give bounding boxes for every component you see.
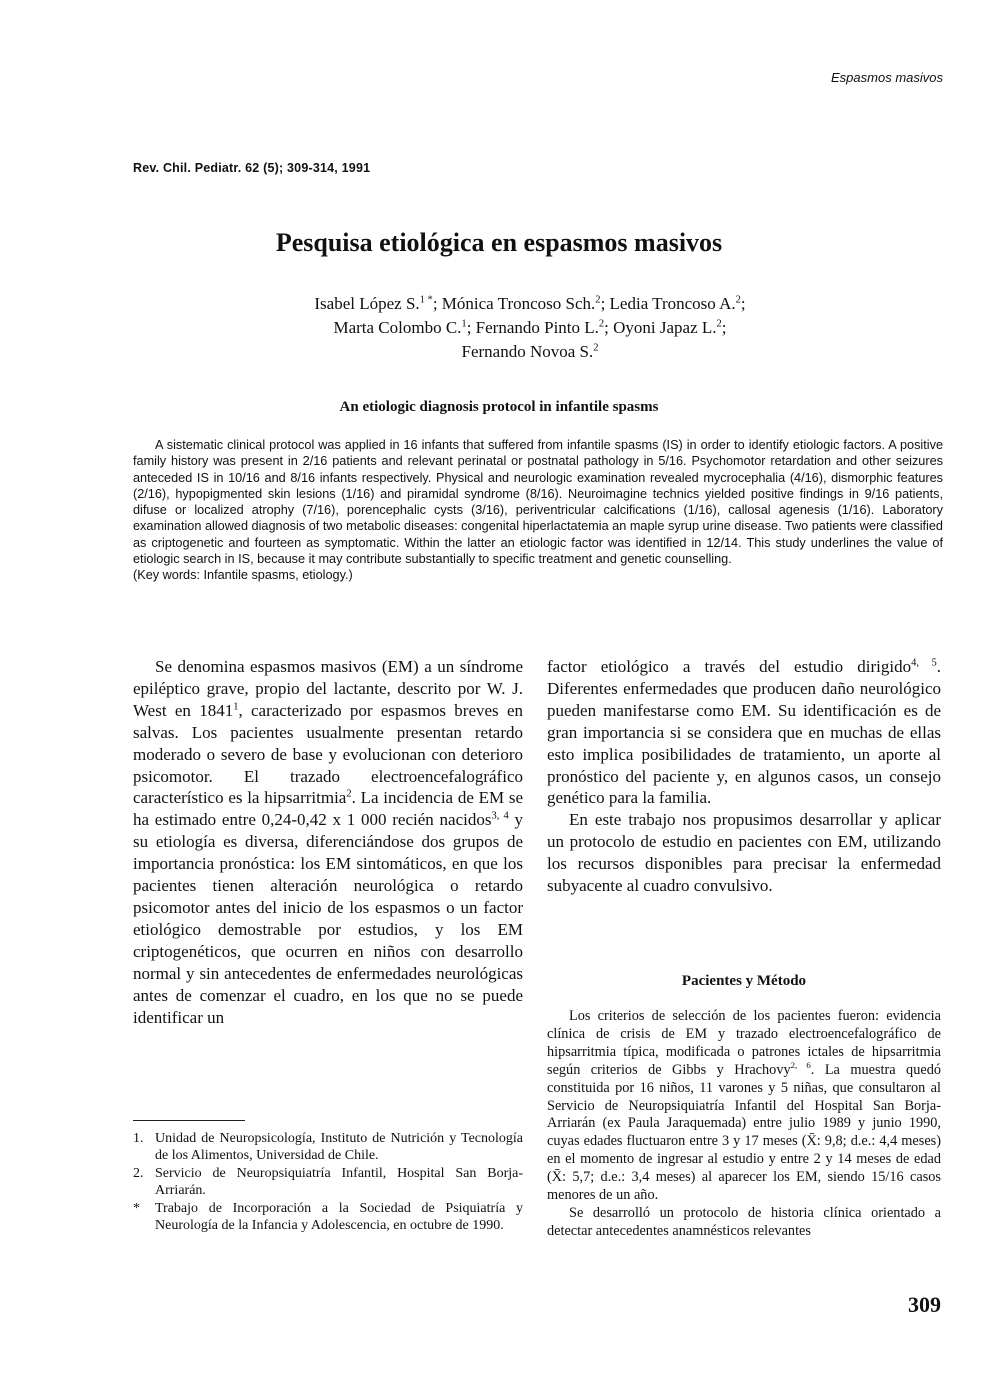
abstract [133, 437, 943, 584]
footnote-divider [133, 1120, 245, 1121]
author-affiliation-mark: 2 [598, 318, 605, 330]
body-text: Los criterios de selección de los pacientes fueron: evidencia clínica de crisis de EM y trazado electroencefalográfico de hipsarritmia típica, modificada o patrones ictales de hipsarritmia según criterios de Gibbs y Hrachovy [547, 1008, 941, 1078]
footnote-mark: 2. [133, 1166, 144, 1181]
author-line-2 [230, 316, 830, 340]
page-number: 309 [908, 1292, 941, 1317]
footnote-text: Unidad de Neuropsicología, Instituto de Nutrición y Tecnología de los Alimentos, Universidad de Chile. [155, 1131, 523, 1163]
journal-citation: Rev. Chil. Pediatr. 62 (5); 309-314, 1991 [133, 161, 371, 175]
citation-mark: 4, 5 [911, 657, 937, 669]
methods-paragraph: Se desarrolló un protocolo de historia clínica orientado a detectar antecedentes anamnésticos relevantes [547, 1204, 941, 1239]
author-affiliation-mark: 2 [735, 294, 741, 306]
footnote [133, 1131, 523, 1164]
body-text: , caracterizado por espasmos breves en salvas. Los pacientes usualmente presentan retardo moderado o severo de base y evolucionan con deterioro psicomotor. El trazado electroencefalográfico característico es la hipsarritmia [133, 700, 523, 808]
abstract-keywords: (Key words: Infantile spasms, etiology.) [133, 568, 353, 583]
author-affiliation-mark: 2 [595, 294, 601, 306]
footnote [133, 1201, 523, 1234]
body-text: Se denomina espasmos masivos (EM) a un síndrome epiléptico grave, propio del lactante, descrito por W. J. West en 1841 [133, 657, 523, 720]
author-list [230, 292, 830, 364]
abstract-heading: An etiologic diagnosis protocol in infantile spasms [339, 399, 659, 415]
article-title: Pesquisa etiológica en espasmos masivos [275, 228, 723, 257]
author-name: ; Fernando Pinto L. [466, 318, 599, 337]
section-heading: Pacientes y Método [681, 973, 807, 989]
author-affiliation-mark: 2 [593, 342, 599, 354]
author-name: Isabel López S. [314, 294, 420, 313]
body-text: . La incidencia de EM se ha estimado entre 0,24-0,42 x 1 000 recién nacidos [133, 788, 523, 830]
author-affiliation-mark: 1 [461, 318, 467, 330]
footnotes [133, 1131, 523, 1236]
author-separator: ; [721, 318, 727, 337]
body-paragraph [133, 656, 523, 1028]
body-column-left [133, 656, 523, 1028]
citation-mark: 2 [346, 788, 352, 800]
footnote-mark: 1. [133, 1131, 144, 1146]
author-line-1 [230, 292, 830, 316]
author-line-3 [230, 340, 830, 364]
methods-section [547, 1008, 941, 1241]
author-name: ; Ledia Troncoso A. [600, 294, 736, 313]
author-separator: ; [740, 294, 746, 313]
footnote [133, 1166, 523, 1199]
citation-mark: 2, 6 [790, 1059, 811, 1070]
footnote-text: Servicio de Neuropsiquiatría Infantil, Hospital San Borja-Arriarán. [155, 1166, 523, 1198]
body-paragraph: En este trabajo nos propusimos desarrollar y aplicar un protocolo de estudio en pacientes con EM, utilizando los recursos disponibles para precisar la enfermedad subyacente al cuadro convulsivo. [547, 810, 941, 896]
body-text: y su etiología es diversa, diferenciándose dos grupos de importancia pronóstica: los EM sintomáticos, en que los pacientes tienen alteración neurológica o retardo psicomotor antes del inicio de los espasmos o un factor etiológico demostrable por estudios, y los EM criptogenéticos, que ocurren en niños con desarrollo normal y sin antecedentes de enfermedades neurológicas antes de comenzar el cuadro, en los que no se puede identificar un [133, 810, 524, 1027]
footnote-text: Trabajo de Incorporación a la Sociedad de Psiquiatría y Neurología de la Infancia y Adolescencia, en octubre de 1990. [155, 1201, 523, 1233]
author-affiliation-mark: 2 [716, 318, 722, 330]
body-paragraph [547, 656, 941, 809]
author-name: ; Mónica Troncoso Sch. [432, 294, 596, 313]
abstract-text: A sistematic clinical protocol was applied in 16 infants that suffered from infantile spasms (IS) in order to identify etiologic factors. A positive family history was present in 2/16 patients and relevant perinatal or postnatal pathology in 5/16. Psychomotor retardation and other seizures anteceded IS in 10/16 and 8/16 infants respectively. Physical and neurologic examination revealed mycrocephalia (4/16), dismorphic features (2/16), hypopigmented skin lesions (1/16) and piramidal syndrome (8/16). Neuroimagine technics yielded positive findings in 9/16 patients, difuse or localized atrophy (7/16), porencephalic cysts (3/16), periventricular calcifications (1/16), callosal agenesis (1/16). Laboratory examination allowed diagnosis of two metabolic diseases: congenital hiperlactatemia an maple syrup urine disease. Two patients were classified as criptogenetic and fourteen as symptomatic. Within the latter an etiologic factor was identified in 12/14. This study underlines the value of etiologic search in IS, because it may contribute substantially to specific treatment and genetic counselling. [133, 438, 943, 567]
body-text: . Diferentes enfermedades que producen daño neurológico pueden manifestarse como EM. Su identificación es de gran importancia si se considera que en muchas de ellas esto implica posibilidades de tratamiento, un aporte al pronóstico del paciente y, en algunos casos, un consejo genético para la familia. [547, 657, 941, 808]
body-text: . La muestra quedó constituida por 16 niños, 11 varones y 5 niñas, que consultaron al Servicio de Neuropsiquiatría Infantil del Hospital San Borja-Arriarán (ex Paula Jaraquemada) entre julio 1989 y junio 1990, cuyas edades fluctuaron entre 3 y 17 meses (X̄: 9,8; d.e.: 4,4 meses) en el momento de ingresar al estudio y entre 2 y 14 meses de edad (X̄: 5,7; d.e.: 3,4 meses) al aparecer los EM, siendo 15/16 casos menores de un año. [547, 1061, 941, 1204]
author-name: Marta Colombo C. [333, 318, 462, 337]
author-name: Fernando Novoa S. [461, 342, 594, 361]
methods-paragraph [547, 1008, 941, 1205]
author-name: ; Oyoni Japaz L. [604, 318, 717, 337]
body-column-right [547, 656, 941, 897]
running-head: Espasmos masivos [831, 70, 943, 85]
author-affiliation-mark: 1 * [419, 294, 433, 306]
body-text: factor etiológico a través del estudio dirigido [547, 657, 912, 676]
footnote-mark: * [133, 1201, 140, 1216]
citation-mark: 3, 4 [491, 810, 509, 822]
citation-mark: 1 [233, 701, 239, 713]
